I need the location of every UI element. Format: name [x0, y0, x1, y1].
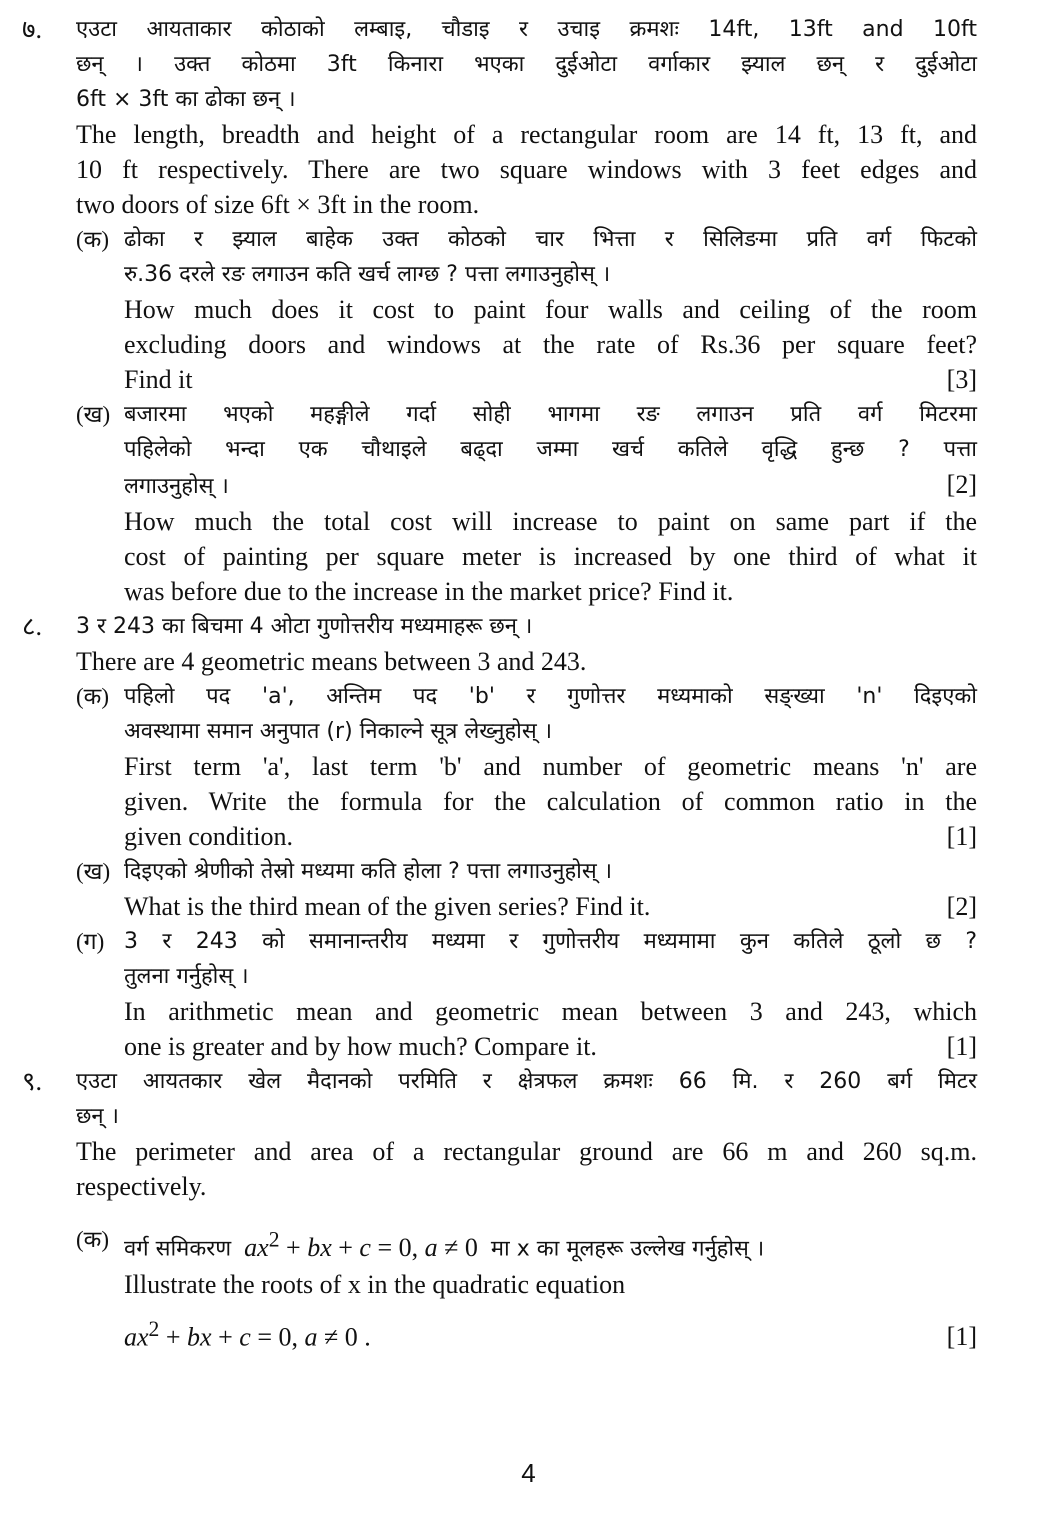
subquestion-8b — [76, 854, 977, 924]
subquestion-en-line: one is greater and by how much? Compare it. — [124, 1032, 597, 1061]
marks: [1] — [946, 1032, 977, 1061]
question-7 — [0, 12, 1057, 609]
subquestion-8c — [76, 924, 977, 1064]
subquestion-np-line: रु.36 दरले रङ लगाउन कति खर्च लाग्छ ? पत्ता लगाउनुहोस् । — [124, 262, 611, 287]
question-en-line: There are 4 geometric means between 3 and 243. — [76, 647, 587, 676]
subquestion-en-line: given. Write the formula for the calculation of common ratio in the — [124, 787, 977, 816]
marks: [2] — [946, 892, 977, 921]
question-np-line: एउटा आयताकार कोठाको लम्बाइ, चौडाइ र उचाइ क्रमशः 14ft, 13ft and 10ft — [76, 17, 977, 42]
subquestion-np-line: अवस्थामा समान अनुपात (r) निकाल्ने सूत्र लेख्नुहोस् । — [124, 719, 553, 744]
question-en-line: The length, breadth and height of a rectangular room are 14 ft, 13 ft, and — [76, 120, 977, 149]
subquestion-en-line: In arithmetic mean and geometric mean between 3 and 243, which — [124, 997, 977, 1026]
marks: [1] — [946, 822, 977, 851]
subquestion-np-line: 3 र 243 को समानान्तरीय मध्यमा र गुणोत्तरीय मध्यमामा कुन कतिले ठूलो छ ? — [124, 929, 977, 954]
quadratic-equation: $ax^2$ + bx + c = 0, a ≠ 0 . — [124, 1316, 371, 1352]
subquestion-label: (क) — [76, 684, 109, 709]
subquestion-np-line: बजारमा भएको महङ्गीले गर्दा सोही भागमा रङ लगाउन प्रति वर्ग मिटरमा — [124, 402, 977, 427]
subquestion-en-line: given condition. — [124, 822, 293, 851]
subquestion-en-line: First term 'a', last term 'b' and number of geometric means 'n' are — [124, 752, 977, 781]
subquestion-np-line — [124, 1222, 977, 1267]
question-en-line: respectively. — [76, 1172, 207, 1201]
marks: [1] — [946, 1322, 977, 1352]
subquestion-7a — [76, 222, 977, 397]
subquestion-np-line: लगाउनुहोस् । — [124, 474, 229, 499]
subquestion-en-line: was before due to the increase in the market price? Find it. — [124, 577, 734, 606]
subquestion-np-text: मा x का मूलहरू उल्लेख गर्नुहोस् । — [490, 1236, 765, 1262]
subquestion-label: (क) — [76, 227, 109, 252]
subquestion-np-line: तुलना गर्नुहोस् । — [124, 964, 249, 989]
subquestion-8a — [76, 679, 977, 854]
question-np-line: 6ft × 3ft का ढोका छन् । — [76, 87, 296, 112]
question-number: ७. — [22, 15, 43, 44]
subquestion-en-line: How much does it cost to paint four walls and ceiling of the room — [124, 295, 977, 324]
question-page — [0, 12, 1057, 1354]
subquestion-9a — [76, 1222, 977, 1354]
quadratic-equation: $ax^2$ + bx + c = 0, a ≠ 0 — [244, 1227, 485, 1262]
subquestion-en-line: What is the third mean of the given series? Find it. — [124, 892, 651, 921]
subquestion-7b — [76, 397, 977, 609]
question-np-line: एउटा आयतकार खेल मैदानको परमिति र क्षेत्रफल क्रमशः 66 मि. र 260 बर्ग मिटर — [76, 1069, 977, 1094]
subquestion-en-line: cost of painting per square meter is increased by one third of what it — [124, 542, 977, 571]
subquestion-en-line: Illustrate the roots of x in the quadratic equation — [124, 1269, 626, 1299]
question-np-line: छन् । उक्त कोठमा 3ft किनारा भएका दुईओटा वर्गाकार झ्याल छन् र दुईओटा — [76, 52, 977, 77]
question-np-line: छन् । — [76, 1104, 119, 1129]
subquestion-label: (ख) — [76, 402, 111, 427]
marks: [3] — [946, 365, 977, 394]
question-9 — [0, 1064, 1057, 1354]
page-number: 4 — [521, 1458, 536, 1488]
question-number: ८. — [22, 612, 43, 641]
subquestion-np-text: वर्ग समिकरण — [124, 1236, 232, 1262]
subquestion-en-line: excluding doors and windows at the rate of Rs.36 per square feet? — [124, 330, 977, 359]
question-np-line: 3 र 243 का बिचमा 4 ओटा गुणोत्तरीय मध्यमाहरू छन् । — [76, 614, 533, 639]
subquestion-en-line: Find it — [124, 365, 193, 394]
subquestion-np-line: ढोका र झ्याल बाहेक उक्त कोठको चार भित्ता र सिलिङमा प्रति वर्ग फिटको — [124, 227, 977, 252]
question-8 — [0, 609, 1057, 1064]
subquestion-label: (ग) — [76, 929, 105, 954]
question-number: ९. — [22, 1067, 43, 1096]
subquestion-np-line: पहिलेको भन्दा एक चौथाइले बढ्दा जम्मा खर्च कतिले वृद्धि हुन्छ ? पत्ता — [124, 437, 977, 462]
subquestion-en-line: How much the total cost will increase to paint on same part if the — [124, 507, 977, 536]
question-en-line: two doors of size 6ft × 3ft in the room. — [76, 190, 480, 219]
marks: [2] — [946, 470, 977, 499]
subquestion-label: (ख) — [76, 859, 111, 884]
subquestion-np-line: दिइएको श्रेणीको तेस्रो मध्यमा कति होला ? पत्ता लगाउनुहोस् । — [124, 859, 613, 884]
question-en-line: The perimeter and area of a rectangular ground are 66 m and 260 sq.m. — [76, 1137, 977, 1166]
question-en-line: 10 ft respectively. There are two square windows with 3 feet edges and — [76, 155, 977, 184]
subquestion-np-line: पहिलो पद 'a', अन्तिम पद 'b' र गुणोत्तर मध्यमाको सङ्ख्या 'n' दिइएको — [124, 684, 977, 709]
subquestion-label: (क) — [76, 1227, 109, 1252]
